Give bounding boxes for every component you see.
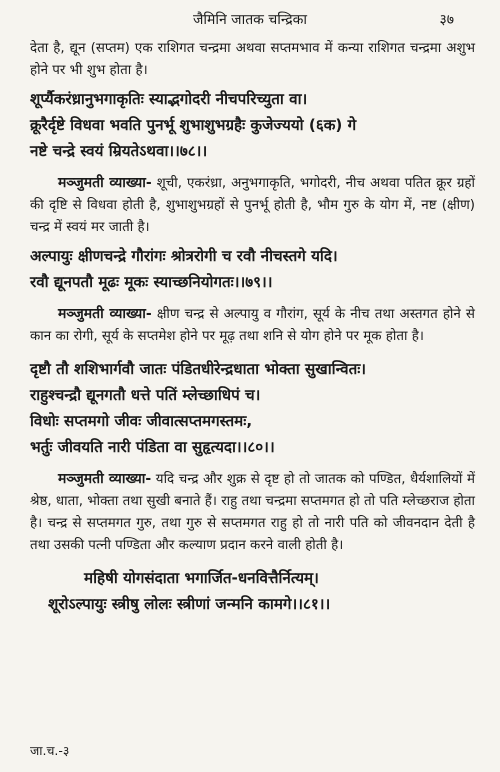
verse-80-line-2: राहुश्चन्द्रौ द्यूनगतौ धत्ते पतिं म्लेच्छाधिपं च।: [30, 386, 261, 404]
page-content: [30, 38, 475, 617]
page-number: ३७: [439, 12, 454, 28]
verse-81-line-2: शूरोऽल्पायुः स्त्रीषु लोलः स्त्रीणां जन्मनि कामगे।।८१।।: [48, 595, 331, 613]
verse-78-line-2: क्रूरैर्दृष्टे विधवा भवति पुनर्भू शुभाशुभग्रहैः कुजेज्ययो (६क) गे: [30, 116, 357, 134]
signature-mark: जा.च.-३: [30, 743, 70, 758]
verse-80-line-4: भर्तुः जीवयति नारी पंडिता वा सुहृत्यदा।।८०।।: [30, 438, 275, 456]
verse-81-line-1: महिषी योगसंदाता भगार्जित-धनवित्तैर्नित्यम्।: [84, 569, 319, 587]
running-title: जैमिनि जातक चन्द्रिका: [192, 12, 308, 28]
commentary-label: मञ्जुमती व्याख्या-: [58, 306, 152, 322]
commentary-78-text: शूची, एकरंध्रा, अनुभगाकृति, भगोदरी, नीच अथवा पतित क्रूर ग्रहों की दृष्टि से विधवा होती है, शुभाशुभग्रहों से पुनर्भू होती है, भौम गुरु के योग में, नष्ट (क्षीण) चन्द्र में स्वयं मर जाती है।: [30, 176, 475, 235]
verse-80-line-3: विधोः सप्तमगो जीवः जीवात्सप्तमगस्तमः,: [30, 412, 253, 430]
verse-79-line-2: रवौ द्यूनपतौ मूढः मूकः स्याच्छनियोगतः।।७९।।: [30, 273, 273, 291]
verse-80-line-1: दृष्टौ तौ शशिभार्गवौ जातः पंडितधीरेन्द्रधाता भोक्ता सुखान्वितः।: [30, 360, 367, 378]
commentary-79: [30, 303, 475, 348]
verse-78-line-1: शूर्प्यैकरंध्रानुभगाकृतिः स्याद्भगोदरी नीचपरिच्युता वा।: [30, 90, 308, 108]
commentary-80-text: यदि चन्द्र और शुक्र से दृष्ट हो तो जातक को पण्डित, धैर्यशालियों में श्रेष्ठ, धाता, भोक्ता तथा सुखी बनाते हैं। राहु तथा चन्द्रमा सप्तमगत हो तो पति म्लेच्छराज होता है। चन्द्र से सप्तमगत गुरु, तथा गुरु से सप्तमगत राहु हो तो नारी पति को जीवनदान देती है तथा उसकी पत्नी पण्डिता और कल्याण प्रदान करने वाली होती है।: [30, 472, 475, 553]
commentary-79-text: क्षीण चन्द्र से अल्पायु व गौरांग, सूर्य के नीच तथा अस्तगत होने से कान का रोगी, सूर्य के सप्तमेश होने पर मूढ़ तथा शनि से योग होने पर मूक होता है।: [30, 307, 475, 344]
commentary-78: [30, 172, 475, 239]
verse-78-line-3: नष्टे चन्द्रे स्वयं म्रियतेऽथवा।।७८।।: [30, 142, 208, 160]
commentary-label: मञ्जुमती व्याख्या-: [58, 471, 152, 487]
commentary-80: [30, 468, 475, 557]
verse-79-line-1: अल्पायुः क्षीणचन्द्रे गौरांगः श्रोत्ररोगी च रवौ नीचस्तगे यदि।: [30, 247, 338, 265]
commentary-label: मञ्जुमती व्याख्या-: [58, 175, 152, 191]
intro-paragraph: देता है, द्यून (सप्तम) एक राशिगत चन्द्रमा अथवा सप्तमभाव में कन्या राशिगत चन्द्रमा अशुभ होने पर भी शुभ होता है।: [30, 41, 475, 78]
